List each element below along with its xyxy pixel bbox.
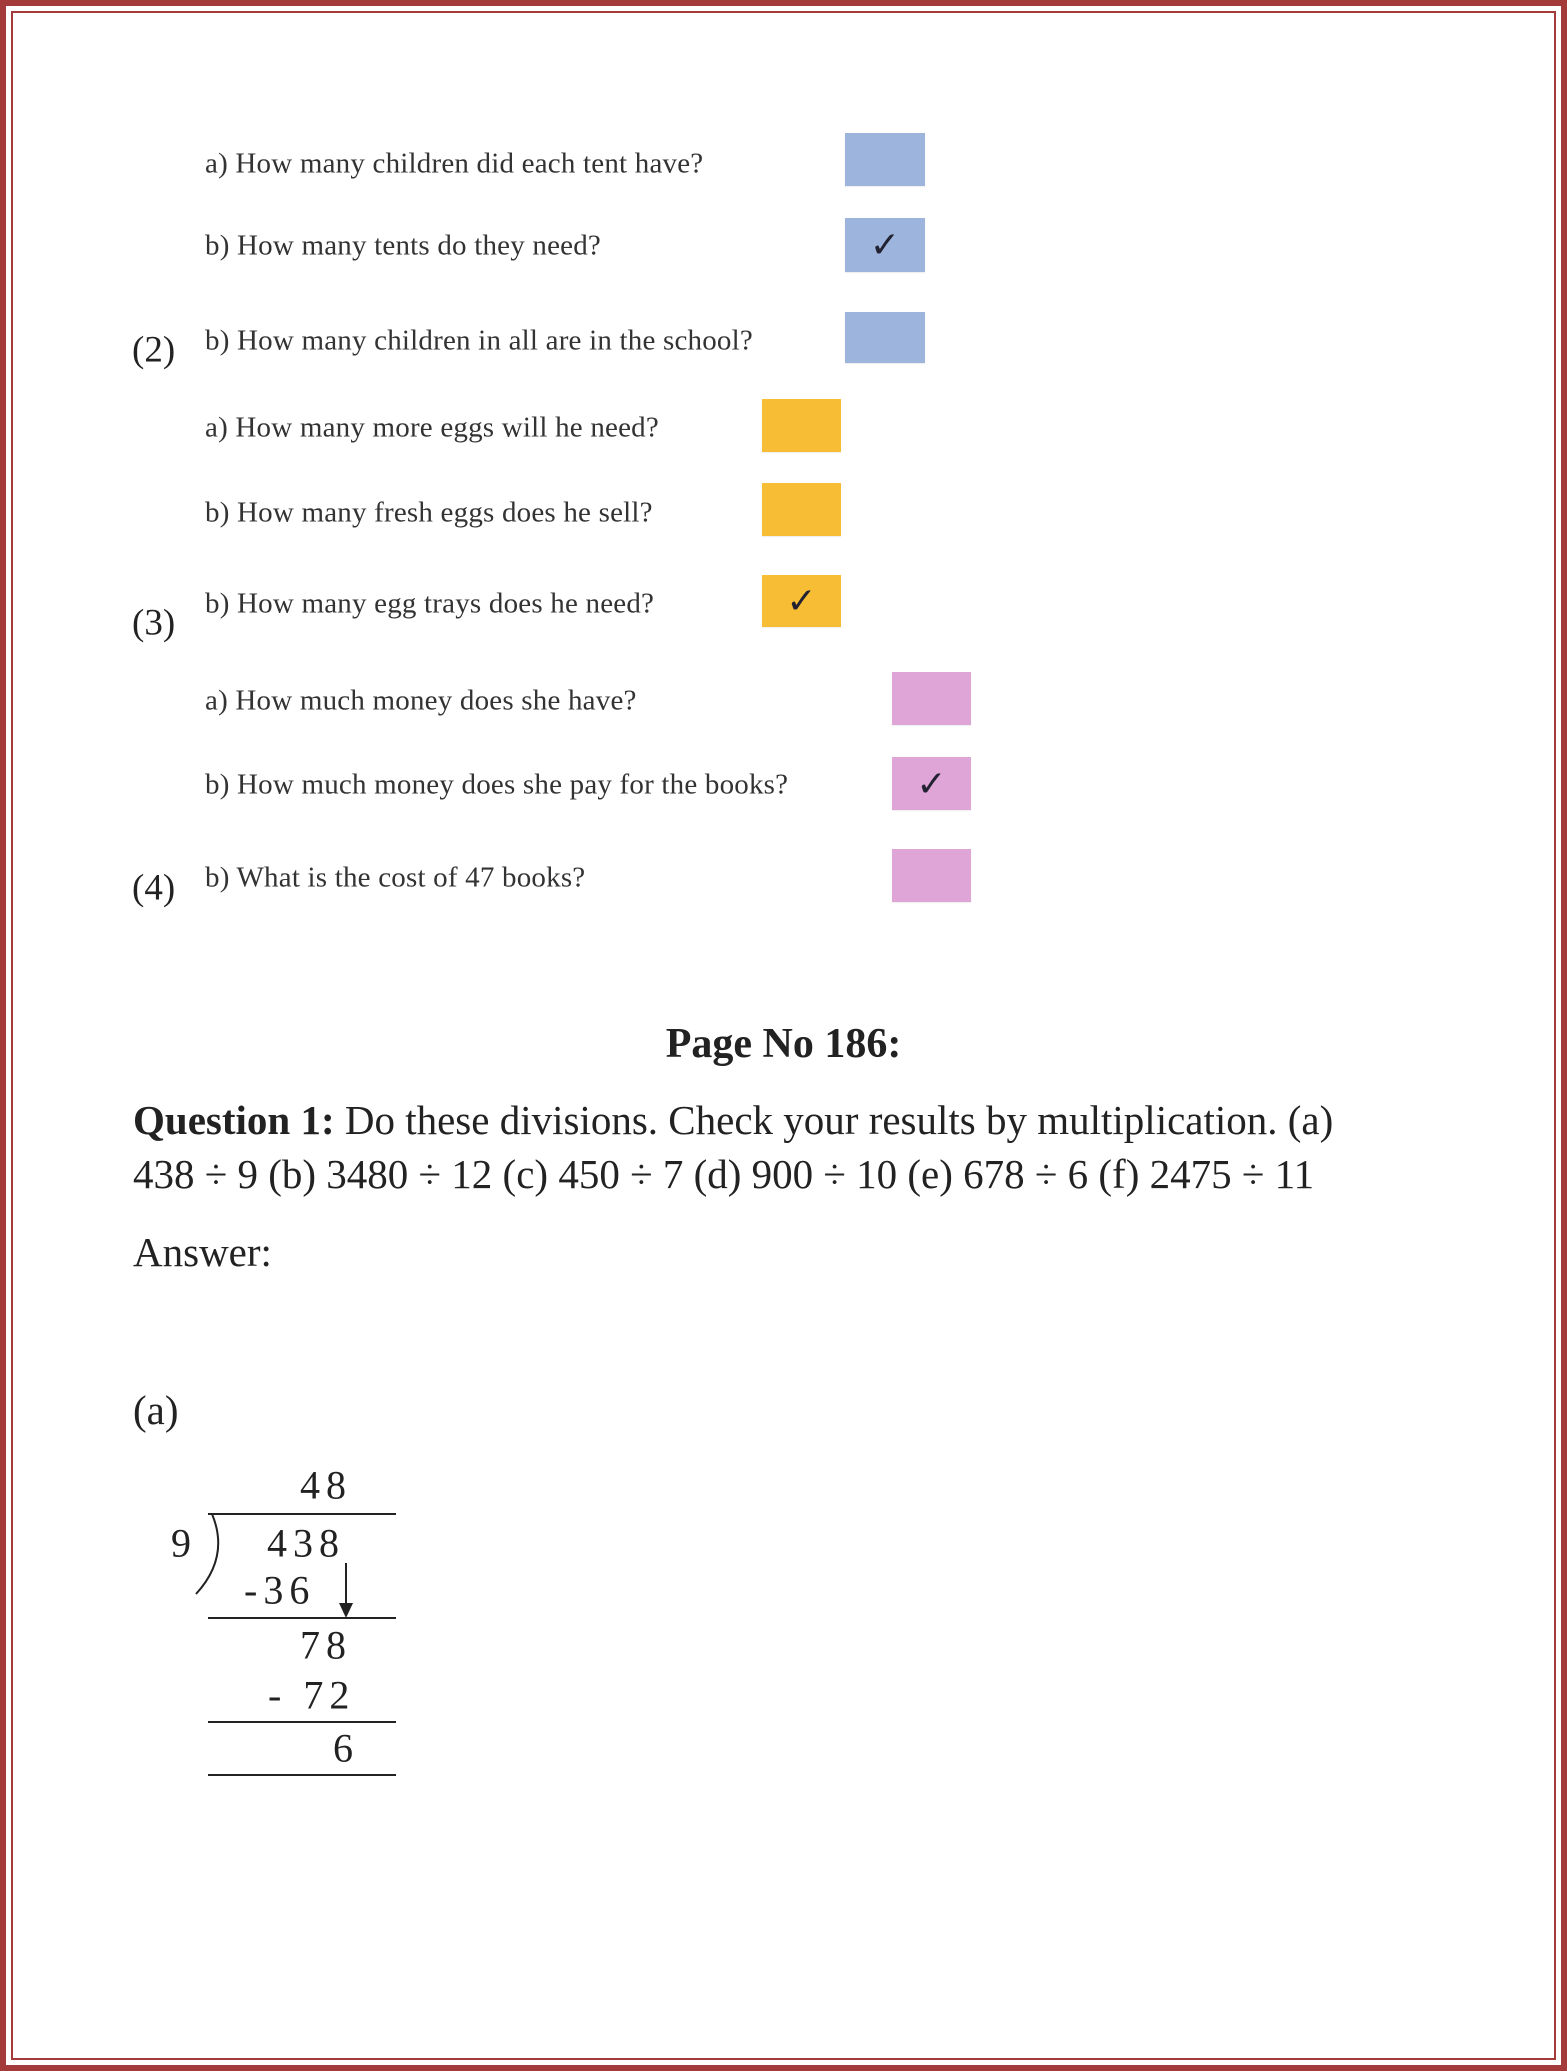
divisor: 9 bbox=[171, 1520, 197, 1566]
question-1-line-2: 438 ÷ 9 (b) 3480 ÷ 12 (c) 450 ÷ 7 (d) 900 ÷ 10 (e) 678 ÷ 6 (f) 2475 ÷ 11 bbox=[133, 1151, 1315, 1197]
subtract-step-2: - 72 bbox=[268, 1672, 356, 1718]
page-heading: Page No 186: bbox=[665, 1021, 902, 1067]
question-option: b) What is the cost of 47 books? bbox=[205, 861, 586, 894]
question-option: b) How many children in all are in the school? bbox=[205, 324, 753, 357]
checkmark-icon: ✓ bbox=[916, 763, 947, 804]
question-option: a) How much money does she have? bbox=[205, 684, 637, 717]
part-a-label: (a) bbox=[133, 1387, 179, 1433]
question-option: b) How many tents do they need? bbox=[205, 229, 601, 262]
question-option: b) How many fresh eggs does he sell? bbox=[205, 496, 653, 529]
question-number: (2) bbox=[132, 329, 176, 371]
question-option: a) How many children did each tent have? bbox=[205, 147, 704, 180]
answer-box-checked[interactable] bbox=[845, 218, 925, 272]
answer-label: Answer: bbox=[133, 1229, 272, 1275]
remainder: 6 bbox=[333, 1725, 359, 1771]
dividend: 438 bbox=[267, 1520, 345, 1566]
checkmark-icon: ✓ bbox=[869, 225, 901, 265]
checkmark-icon: ✓ bbox=[786, 581, 817, 621]
question-option: b) How many egg trays does he need? bbox=[205, 587, 655, 620]
answer-box[interactable] bbox=[762, 483, 841, 536]
division-line bbox=[208, 1721, 396, 1723]
answer-box[interactable] bbox=[845, 312, 925, 363]
question-number: (4) bbox=[132, 867, 176, 909]
question-option: a) How many more eggs will he need? bbox=[205, 411, 659, 444]
answer-box-checked[interactable] bbox=[762, 575, 841, 627]
answer-box-checked[interactable] bbox=[892, 757, 971, 810]
question-1-line-1 bbox=[133, 1096, 1333, 1144]
answer-box[interactable] bbox=[892, 672, 971, 725]
answer-box[interactable] bbox=[762, 399, 841, 452]
step-1-result: 78 bbox=[300, 1622, 352, 1668]
answer-box[interactable] bbox=[892, 849, 971, 902]
answer-box[interactable] bbox=[845, 133, 925, 186]
subtract-step-1: -36 bbox=[244, 1567, 316, 1613]
arrow-down-icon bbox=[336, 1563, 356, 1619]
division-bar bbox=[208, 1513, 396, 1515]
question-1-text: Do these divisions. Check your results by multiplication. (a) bbox=[334, 1097, 1334, 1143]
question-1-label: Question 1: bbox=[133, 1097, 335, 1143]
division-line bbox=[208, 1774, 396, 1776]
division-line bbox=[208, 1617, 396, 1619]
division-bracket bbox=[190, 1512, 230, 1598]
question-number: (3) bbox=[132, 602, 176, 644]
quotient: 48 bbox=[300, 1462, 352, 1508]
question-option: b) How much money does she pay for the books? bbox=[205, 768, 789, 801]
